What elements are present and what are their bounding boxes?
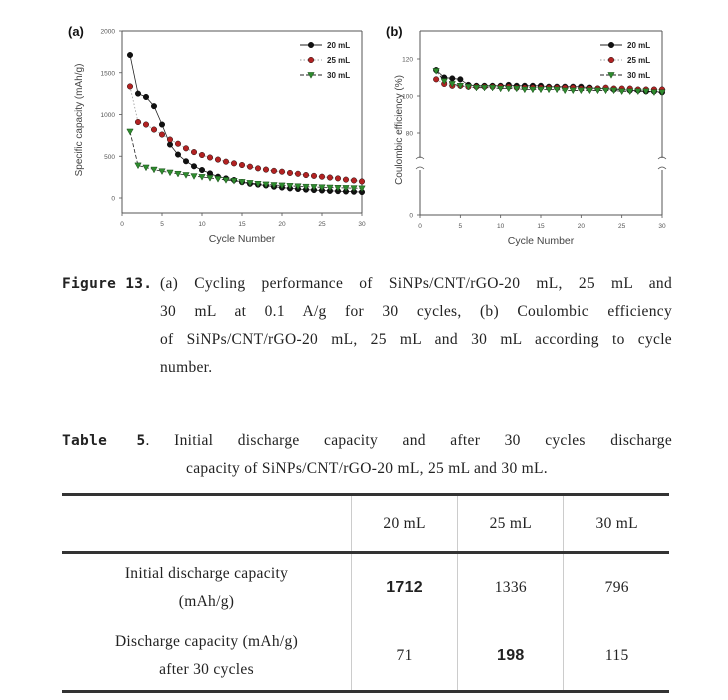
x-tick-label: 5: [160, 221, 164, 228]
cell-20ml: 1712: [352, 553, 458, 623]
x-tick-label: 20: [278, 221, 286, 228]
data-point-25mL: [295, 171, 301, 177]
axis-break-mark-right-lower: [658, 167, 666, 169]
y-tick-label: 0: [409, 212, 413, 220]
cell-25ml: 198: [458, 622, 564, 692]
x-tick-label: 30: [358, 221, 366, 228]
data-point-30mL: [127, 129, 133, 135]
data-point-25mL: [239, 162, 245, 168]
data-point-25mL: [199, 152, 205, 158]
data-point-25mL: [175, 141, 181, 147]
x-axis-label: Cycle Number: [507, 235, 575, 247]
chart-a-cycling-performance: [0, 0, 370, 255]
x-tick-label: 5: [458, 223, 463, 230]
data-point-25mL: [183, 146, 189, 152]
data-point-30mL: [175, 171, 181, 177]
data-point-25mL: [255, 166, 261, 172]
data-point-20mL: [135, 91, 141, 97]
legend-label: 25 mL: [627, 56, 651, 65]
figure-caption-line1: (a) Cycling performance of SiNPs/CNT/rGO-20 mL, 25 mL and: [160, 275, 672, 292]
figure-caption: [62, 270, 672, 382]
data-point-20mL: [151, 103, 157, 109]
data-point-25mL: [191, 149, 197, 155]
x-tick-label: 0: [418, 223, 422, 230]
x-tick-label: 20: [577, 223, 585, 230]
data-point-25mL: [271, 168, 277, 174]
table-header-row: [62, 495, 669, 553]
y-tick-label: 120: [402, 56, 413, 64]
legend-label: 30 mL: [327, 71, 351, 80]
legend-label: 20 mL: [327, 41, 351, 50]
data-point-30mL: [151, 167, 157, 173]
data-point-25mL: [287, 170, 293, 176]
legend-marker: [308, 57, 314, 63]
data-point-25mL: [327, 175, 333, 181]
row-label-line1: Discharge capacity (mAh/g): [114, 633, 299, 650]
legend-marker: [608, 57, 614, 63]
data-point-25mL: [135, 119, 141, 125]
y-tick-label: 100: [402, 93, 413, 101]
data-point-30mL: [215, 176, 221, 182]
table-row: [62, 622, 669, 692]
data-point-30mL: [191, 174, 197, 180]
x-axis-label: Cycle Number: [208, 233, 276, 245]
figure-caption-line2: 30 mL at 0.1 A/g for 30 cycles, (b) Coulombic efficiency: [160, 303, 672, 320]
data-point-30mL: [562, 88, 568, 94]
y-axis-label: Coulombic efficiency (%): [394, 75, 405, 185]
x-tick-label: 25: [318, 221, 326, 228]
table-caption-label: Table 5: [62, 433, 146, 449]
cell-30ml: 115: [564, 622, 669, 692]
data-point-25mL: [223, 159, 229, 165]
row-label: [62, 553, 352, 623]
row-label-line1: Initial discharge capacity: [124, 565, 289, 582]
data-point-20mL: [449, 76, 455, 82]
discharge-capacity-table: [62, 493, 669, 693]
data-point-25mL: [335, 176, 341, 182]
x-tick-label: 15: [537, 223, 545, 230]
data-point-25mL: [159, 132, 165, 138]
x-tick-label: 10: [497, 223, 505, 230]
chart-b-coulombic-efficiency: [370, 0, 728, 255]
y-tick-label: 0: [111, 195, 115, 203]
data-point-25mL: [167, 137, 173, 143]
legend-label: 30 mL: [627, 71, 651, 80]
table-header-25ml: 25 mL: [458, 495, 564, 553]
axis-break-mark-left-lower: [416, 167, 424, 169]
data-point-25mL: [207, 155, 213, 161]
row-label-line2: after 30 cycles: [159, 661, 254, 678]
x-tick-label: 25: [618, 223, 626, 230]
x-tick-label: 10: [198, 221, 206, 228]
data-point-25mL: [343, 177, 349, 183]
figure-caption-label: Figure 13.: [62, 276, 153, 292]
data-point-20mL: [127, 52, 133, 58]
data-point-25mL: [319, 174, 325, 180]
legend-marker: [608, 42, 614, 48]
data-point-20mL: [143, 94, 149, 100]
data-point-25mL: [303, 172, 309, 178]
data-point-25mL: [359, 179, 365, 185]
legend-label: 20 mL: [627, 41, 651, 50]
legend-label: 25 mL: [327, 56, 351, 65]
x-tick-label: 30: [658, 223, 666, 230]
panel-label: (b): [386, 24, 403, 39]
y-axis-label: Specific capacity (mAh/g): [74, 63, 85, 177]
data-point-25mL: [311, 173, 317, 179]
data-point-25mL: [351, 178, 357, 184]
x-tick-label: 0: [120, 221, 124, 228]
table-header-30ml: 30 mL: [564, 495, 669, 553]
x-tick-label: 15: [238, 221, 246, 228]
table-caption-line2: capacity of SiNPs/CNT/rGO-20 mL, 25 mL and 30 mL.: [186, 460, 548, 477]
data-point-25mL: [263, 167, 269, 173]
data-point-25mL: [215, 157, 221, 163]
y-tick-label: 500: [104, 153, 115, 161]
cell-30ml: 796: [564, 553, 669, 623]
data-point-20mL: [167, 142, 173, 148]
data-point-25mL: [247, 164, 253, 170]
figure-caption-line4: number.: [160, 359, 213, 376]
table-header-empty: [62, 495, 352, 553]
data-point-25mL: [433, 77, 439, 83]
y-tick-label: 1000: [100, 112, 115, 119]
data-point-25mL: [231, 161, 237, 167]
table-caption: [62, 427, 672, 483]
data-point-25mL: [143, 122, 149, 128]
data-point-25mL: [151, 127, 157, 133]
series-line-30mL: [130, 132, 362, 189]
y-tick-label: 1500: [100, 70, 115, 78]
figure-caption-line3: of SiNPs/CNT/rGO-20 mL, 25 mL and 30 mL according to cycle: [160, 331, 672, 348]
data-point-20mL: [183, 158, 189, 164]
table-row: [62, 553, 669, 623]
data-point-25mL: [279, 169, 285, 175]
table-header-20ml: 20 mL: [352, 495, 458, 553]
cell-20ml: 71: [352, 622, 458, 692]
panel-label: (a): [68, 24, 84, 39]
legend-marker: [308, 42, 314, 48]
row-label-line2: (mAh/g): [178, 593, 235, 610]
data-point-20mL: [191, 163, 197, 169]
data-point-20mL: [175, 152, 181, 158]
y-tick-label: 80: [405, 130, 413, 138]
data-point-20mL: [458, 77, 464, 83]
row-label: [62, 622, 352, 692]
y-tick-label: 2000: [100, 28, 115, 36]
table-caption-line1: . Initial discharge capacity and after 30 cycles discharge: [145, 432, 672, 449]
data-point-25mL: [127, 84, 133, 90]
cell-25ml: 1336: [458, 553, 564, 623]
data-point-20mL: [159, 122, 165, 128]
data-point-20mL: [199, 167, 205, 173]
